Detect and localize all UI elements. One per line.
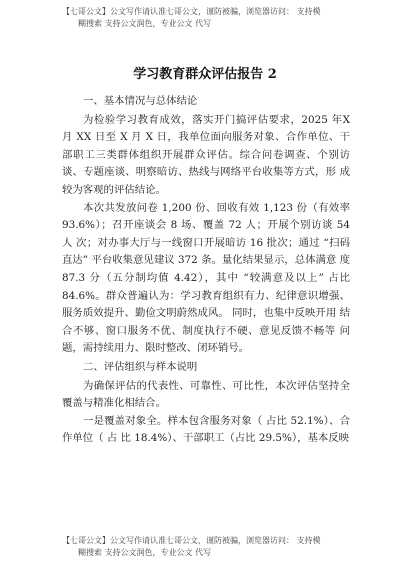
banner-bottom-line-1: 【七哥公文】公文写作请认准七哥公文，谨防被骗，浏览器访问： 支持模 — [62, 536, 321, 545]
paragraph-2: 本次共发放问卷 1,200 份、回收有效 1,123 份（有效率 93.6%）；召开座谈会 8 场、覆盖 72 人；开展个别访谈 54 人 次；对办事大厅与一线窗口开展暗访 16 批次；通过 “扫码 直达” 平台收集意见建议 372 条。量化结果显示，总体满意 度 87.3 分（五分制均值 4.42），其中 “较满意及以上” 占比 84.6%。群众普遍认为：学习教育组织有力、纪律意识增强、 服务质效提升、勤俭文明蔚然成风。 同时，也集中反映开用 结合不够、窗口服务不优、制度执行不硬、意见反馈不畅等 问题，需持续用力、限时整改、闭环销号。 — [62, 201, 350, 355]
banner-top-line-2: 糊搜索 支持公文润色，专业公文 代写 — [78, 19, 212, 28]
watermark-banner-bottom — [62, 535, 362, 559]
watermark-banner-top — [62, 6, 362, 30]
document-title: 学习教育群众评估报告 2 — [133, 67, 277, 82]
paragraph-1: 为检验学习教育成效，落实开门搞评估要求，2025 年X 月 XX 日至 X 月 X 日，我单位面向服务对象、合作单位、干 部职工三类群体组织开展群众评估。综合问卷调查、个别访 谈、专题座谈、明察暗访、热线与网络平台收集等方式，形 成较为客观的评估结论。 — [62, 113, 350, 196]
section-1-heading: 一、基本情况与总体结论 — [83, 95, 198, 107]
banner-bottom-line-2: 糊搜索 支持公文润色，专业公文 代写 — [78, 548, 212, 557]
paragraph-4: 一是覆盖对象全。样本包含服务对象（ 占比 52.1%）、合 作单位（ 占 比 18.4%）、干部职工（占比 29.5%），基本反映 — [62, 414, 350, 445]
document-body — [62, 92, 350, 448]
paragraph-3: 为确保评估的代表性、可靠性、可比性，本次评估坚持全覆盖与精准化相结合。 — [62, 379, 350, 410]
banner-top-line-1: 【七哥公文】公文写作请认准七哥公文，谨防被骗，浏览器访问： 支持模 — [62, 7, 321, 16]
section-2-heading: 二、评估组织与样本说明 — [83, 360, 198, 373]
